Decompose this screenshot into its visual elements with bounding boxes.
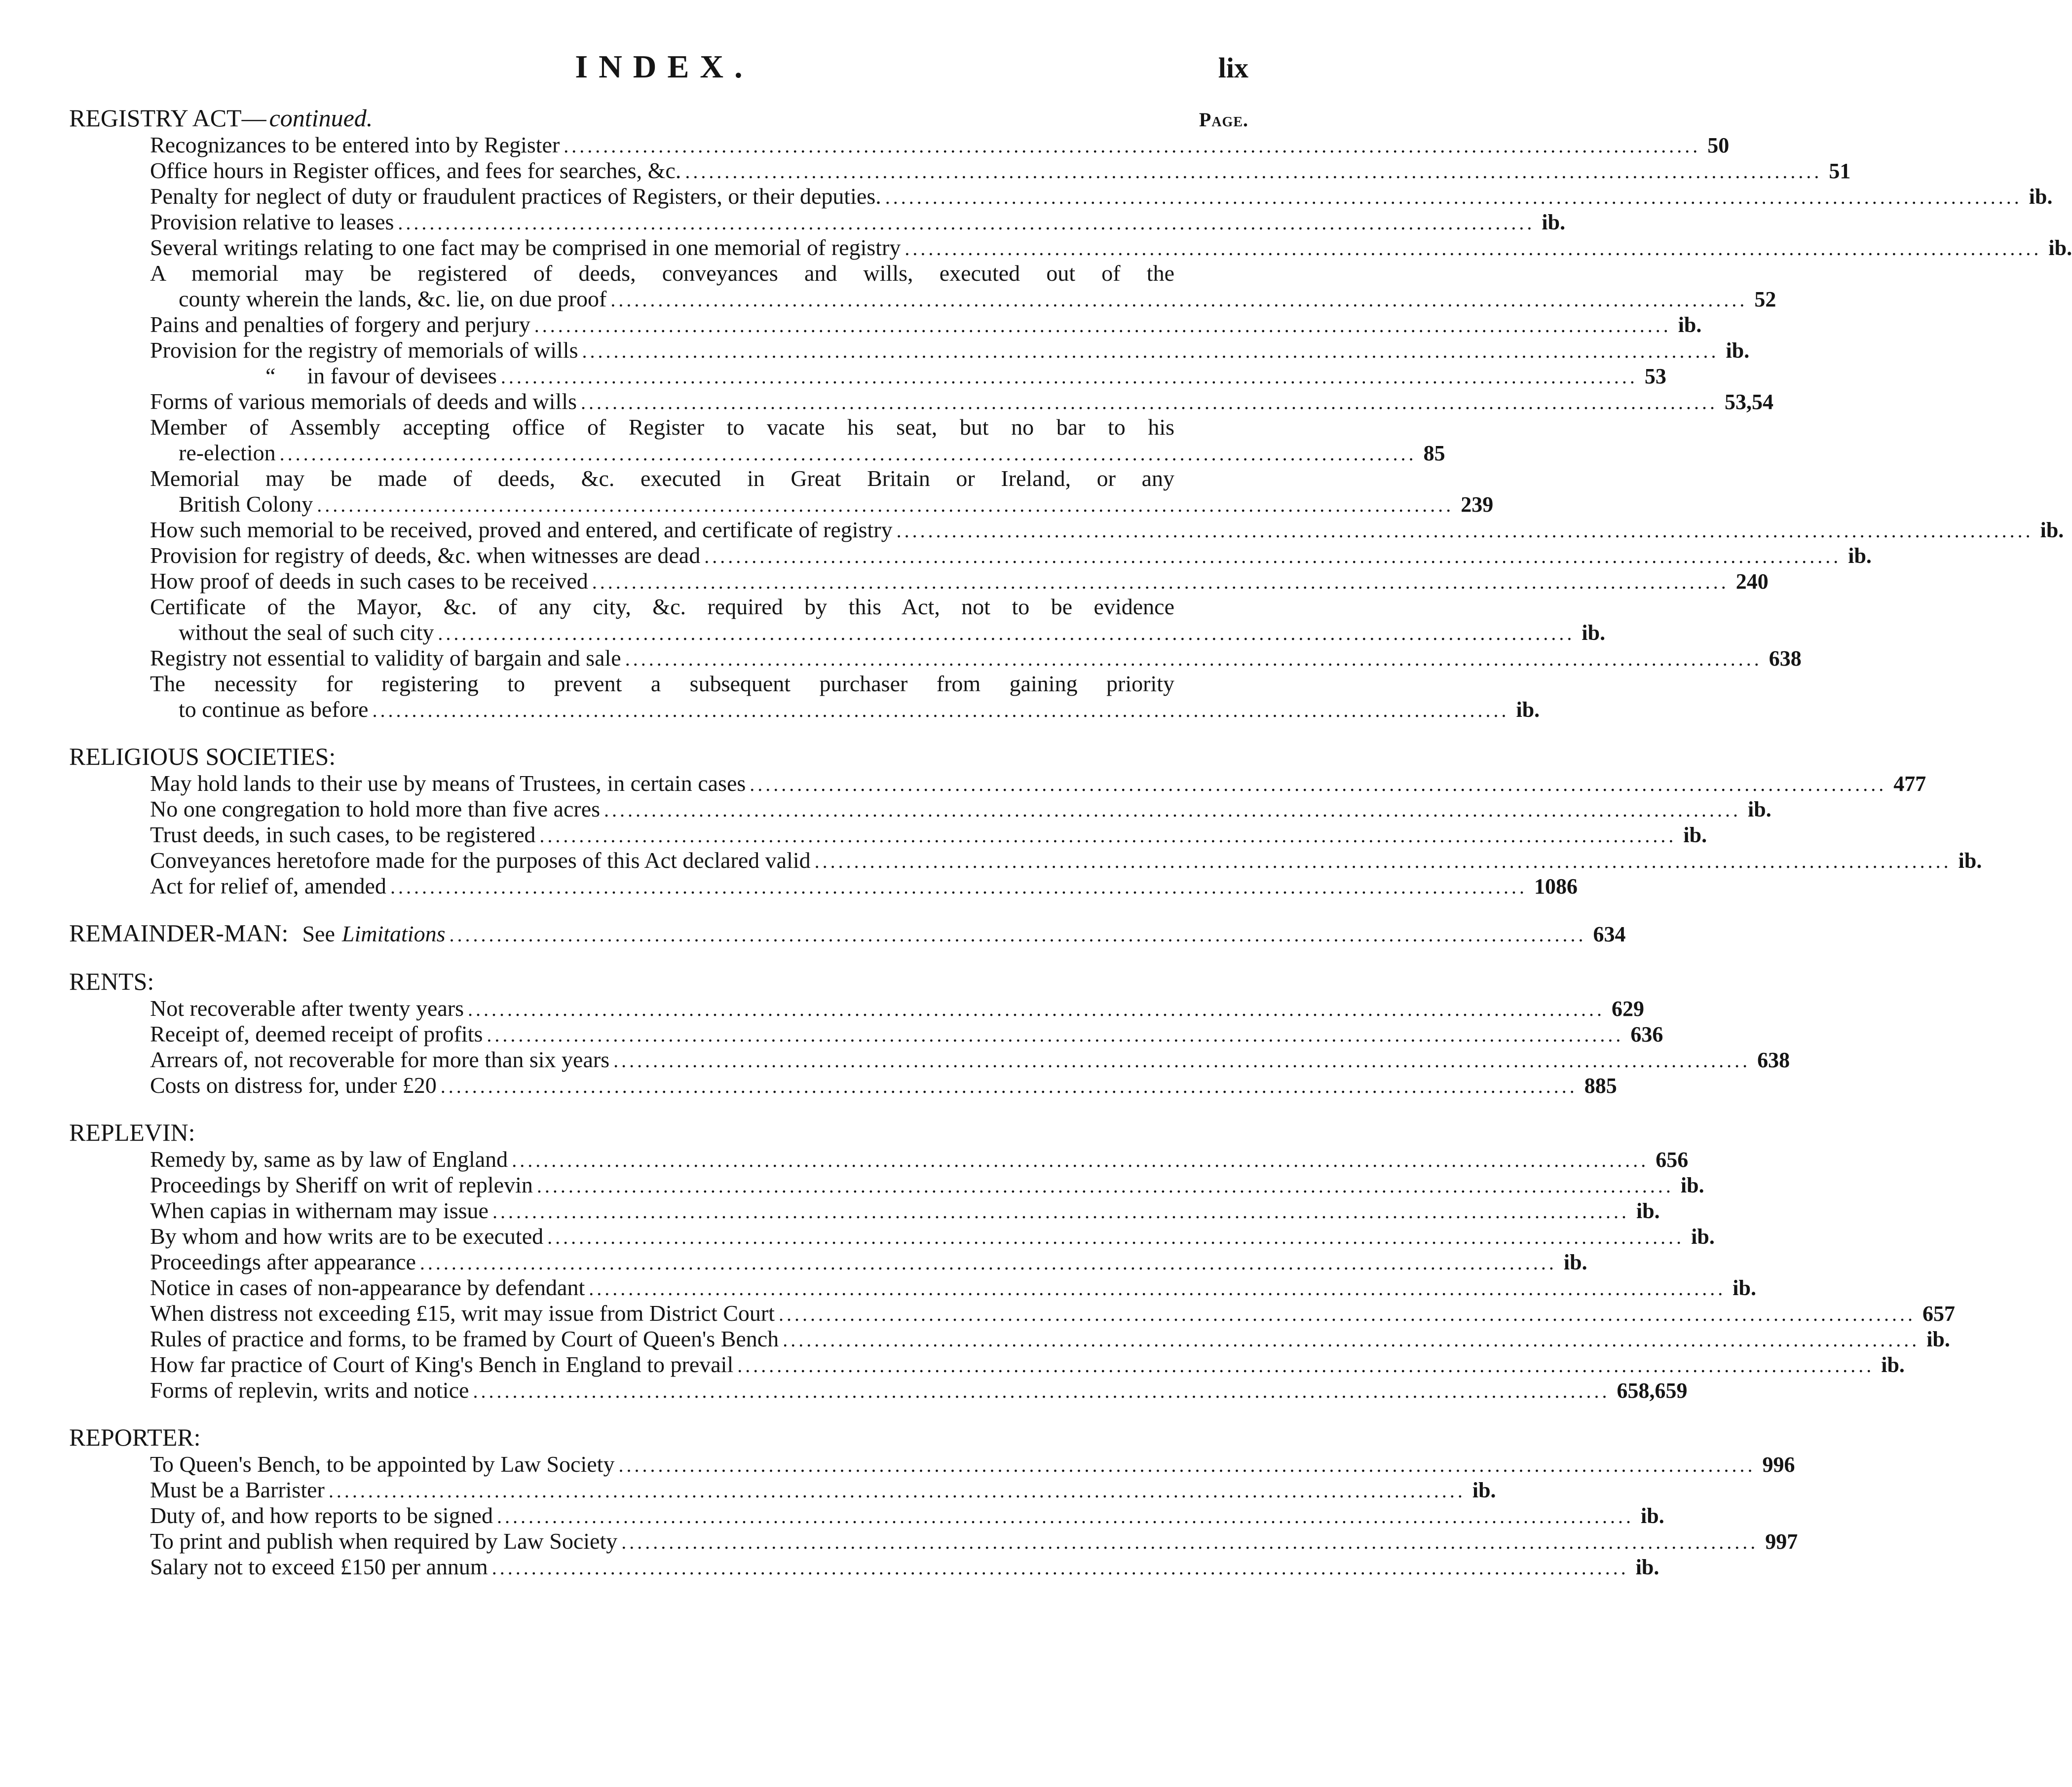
entry-text: Forms of various memorials of deeds and wills — [150, 389, 577, 414]
leader-dots: ................................................................................................................................................ — [896, 520, 2034, 542]
entry-page: ib. — [1542, 210, 1566, 234]
section-heading — [69, 104, 1248, 132]
entry-page: 638 — [1757, 1048, 1790, 1072]
entry-page: 638 — [1769, 646, 1802, 670]
leader-dots: ................................................................................................................................................ — [487, 1024, 1624, 1046]
entry-text: British Colony — [179, 491, 313, 517]
index-entry — [69, 996, 1645, 1021]
entry-text: No one congregation to hold more than five acres — [150, 796, 601, 821]
index-entry — [69, 848, 1982, 873]
entry-text: Memorial may be made of deeds, &c. executed in Great Britain or Ireland, or any — [150, 466, 1174, 491]
leader-dots: ................................................................................................................................................ — [610, 289, 1748, 311]
leader-dots: ................................................................................................................................................ — [279, 443, 1417, 465]
entry-page: ib. — [1636, 1199, 1660, 1223]
entry-page: 85 — [1423, 441, 1445, 465]
index-entry — [69, 337, 1750, 363]
leader-dots: ................................................................................................................................................ — [564, 135, 1701, 157]
leader-dots: ................................................................................................................................................ — [580, 391, 1718, 413]
index-entry — [69, 1198, 1660, 1224]
index-entry-continuation — [69, 286, 1776, 312]
entry-page: ib. — [1726, 338, 1750, 363]
leader-dots: ................................................................................................................................................ — [534, 314, 1671, 336]
entry-text: When distress not exceeding £15, writ may issue from District Court — [150, 1301, 775, 1326]
section-heading — [69, 967, 1248, 996]
entry-page: 657 — [1922, 1302, 1956, 1326]
index-entry — [69, 1477, 1496, 1503]
entry-page: ib. — [1848, 544, 1872, 568]
entry-text: Costs on distress for, under £20 — [150, 1073, 437, 1098]
entry-text: re-election — [179, 440, 276, 465]
entry-page: ib. — [1472, 1478, 1496, 1502]
entry-text: in favour of devisees — [307, 363, 497, 388]
leader-dots: ................................................................................................................................................ — [438, 622, 1575, 644]
entry-page: 54 — [1751, 390, 1773, 414]
entry-page: ib. — [1926, 1327, 1950, 1351]
leader-dots: ................................................................................................................................................ — [625, 648, 1762, 670]
entry-page: ib. — [1516, 698, 1540, 722]
page-column-header: Page. — [1199, 109, 1248, 131]
section-heading — [69, 919, 1626, 947]
entry-text: Duty of, and how reports to be signed — [150, 1503, 493, 1528]
entry-page: ib. — [1563, 1250, 1587, 1274]
entry-text: Member of Assembly accepting office of Register to vacate his seat, but no bar to his — [150, 414, 1174, 440]
page-number: lix — [1218, 52, 1248, 84]
leader-dots: ................................................................................................................................................ — [547, 1226, 1685, 1248]
entry-text: Not recoverable after twenty years — [150, 996, 464, 1021]
index-entry — [69, 1503, 1664, 1528]
entry-page: ib. — [1635, 1555, 1659, 1579]
entry-page: 50 — [1707, 133, 1730, 157]
entry-text: Pains and penalties of forgery and perjury — [150, 312, 530, 337]
entry-text: Act for relief of, amended — [150, 873, 386, 898]
index-entry — [69, 1073, 1617, 1098]
index-entry — [69, 312, 1702, 337]
ditto-mark: “ — [265, 363, 276, 388]
entry-page: ib. — [2040, 518, 2064, 542]
entry-page: ib. — [1958, 849, 1982, 873]
index-page — [69, 44, 2072, 1580]
index-entry — [69, 771, 1926, 796]
index-entry — [69, 1452, 1795, 1477]
leader-dots: ................................................................................................................................................ — [492, 1200, 1629, 1223]
entry-page: 996 — [1762, 1452, 1795, 1477]
leader-dots: ................................................................................................................................................ — [440, 1075, 1578, 1097]
leader-dots: ................................................................................................................................................ — [814, 850, 1952, 872]
entry-page: ib. — [1691, 1225, 1715, 1249]
leader-dots: ................................................................................................................................................ — [500, 366, 1638, 388]
leader-dots: ................................................................................................................................................ — [589, 1277, 1726, 1300]
entry-text: without the seal of such city — [179, 620, 434, 645]
leader-dots: ................................................................................................................................................ — [317, 494, 1454, 516]
index-entry — [69, 1224, 1715, 1249]
index-entry — [69, 235, 2072, 261]
index-entry-sub — [69, 363, 1666, 389]
section-heading — [69, 742, 1248, 771]
section-reporter — [69, 1423, 1798, 1580]
leader-dots: ................................................................................................................................................ — [473, 1380, 1610, 1402]
index-entry — [69, 873, 1578, 899]
entry-page: ib. — [1683, 823, 1707, 847]
index-entry — [69, 1172, 1704, 1198]
index-entry — [69, 1301, 1956, 1326]
entry-page: 629 — [1612, 997, 1645, 1021]
entry-page: ib. — [1582, 621, 1606, 645]
entry-page: 636 — [1630, 1022, 1663, 1046]
index-entry — [69, 261, 1248, 286]
entry-page: 477 — [1893, 772, 1926, 796]
entry-text: Conveyances heretofore made for the purposes of this Act declared valid — [150, 848, 811, 873]
entry-page: 997 — [1765, 1529, 1798, 1554]
entry-text: How far practice of Court of King's Bench in England to prevail — [150, 1352, 734, 1377]
page-title: INDEX. — [575, 49, 753, 85]
entry-text: Trust deeds, in such cases, to be registered — [150, 822, 536, 847]
leader-dots: ................................................................................................................................................ — [904, 237, 2042, 260]
index-entry — [69, 822, 1707, 848]
entry-page-first: 53, — [1724, 390, 1752, 414]
entry-page: 53 — [1644, 364, 1666, 388]
entry-text: The necessity for registering to prevent a subsequent purchaser from gaining priority — [150, 671, 1174, 696]
entry-page: ib. — [1680, 1173, 1704, 1197]
entry-page: ib. — [2029, 185, 2053, 209]
index-entry-continuation — [69, 440, 1445, 466]
index-entry — [69, 132, 1730, 158]
entry-page: 634 — [1593, 922, 1626, 946]
entry-text: How proof of deeds in such cases to be received — [150, 568, 588, 594]
leader-dots: ................................................................................................................................................ — [704, 545, 1842, 567]
entry-text: Notice in cases of non-appearance by defendant — [150, 1275, 585, 1300]
leader-dots: ................................................................................................................................................ — [468, 998, 1605, 1020]
leader-dots: ................................................................................................................................................ — [539, 824, 1677, 847]
index-entry — [69, 184, 2053, 209]
index-entry — [69, 1047, 1790, 1073]
entry-text: Provision for registry of deeds, &c. when witnesses are dead — [150, 543, 701, 568]
entry-text: Proceedings by Sheriff on writ of replevin — [150, 1172, 533, 1197]
leader-dots: ................................................................................................................................................ — [449, 924, 1586, 946]
index-entry — [69, 1147, 1689, 1172]
leader-dots: ................................................................................................................................................ — [618, 1454, 1756, 1476]
entry-text: By whom and how writs are to be executed — [150, 1224, 544, 1249]
entry-page: 656 — [1656, 1148, 1689, 1172]
section-replevin — [69, 1118, 1956, 1403]
index-entry-continuation — [69, 491, 1494, 517]
leader-dots: ................................................................................................................................................ — [592, 571, 1729, 593]
leader-dots: ................................................................................................................................................ — [604, 799, 1741, 821]
entry-text: How such memorial to be received, proved and entered, and certificate of registry — [150, 517, 893, 542]
index-entry — [69, 796, 1771, 822]
leader-dots: ................................................................................................................................................ — [750, 773, 1887, 795]
leader-dots: ................................................................................................................................................ — [621, 1531, 1759, 1553]
entry-page: ib. — [2048, 236, 2072, 260]
heading-text: REPORTER: — [69, 1423, 201, 1451]
index-entry — [69, 1021, 1663, 1047]
heading-continued: continued. — [269, 104, 373, 132]
entry-text: Recognizances to be entered into by Register — [150, 132, 560, 157]
index-entry — [69, 158, 1851, 184]
entry-page: 885 — [1584, 1074, 1617, 1098]
entry-text: Remedy by, same as by law of England — [150, 1147, 508, 1172]
index-entry — [69, 1554, 1659, 1580]
entry-text: Several writings relating to one fact may be comprised in one memorial of registry — [150, 235, 901, 260]
index-entry — [69, 594, 1248, 620]
section-remainder-man — [69, 919, 1626, 947]
entry-text: Receipt of, deemed receipt of profits — [150, 1021, 483, 1046]
index-entry — [69, 645, 1802, 671]
entry-text: To print and publish when required by Law Society — [150, 1528, 618, 1554]
entry-page: 1086 — [1534, 874, 1578, 898]
entry-page: ib. — [1881, 1353, 1905, 1377]
index-entry — [69, 543, 1872, 568]
index-entry — [69, 389, 1773, 414]
heading-text: REMAINDER-MAN: — [69, 919, 289, 947]
entry-text: A memorial may be registered of deeds, conveyances and wills, executed out of the — [150, 261, 1174, 286]
index-entry — [69, 414, 1248, 440]
entry-page: ib. — [1748, 797, 1771, 821]
entry-text: Rules of practice and forms, to be framed by Court of Queen's Bench — [150, 1326, 779, 1351]
leader-dots: ................................................................................................................................................ — [885, 186, 2022, 208]
index-entry — [69, 1326, 1950, 1352]
entry-text: Forms of replevin, writs and notice — [150, 1377, 469, 1403]
leader-dots: ................................................................................................................................................ — [328, 1480, 1466, 1502]
section-religious-societies — [69, 742, 1982, 899]
entry-text: Provision relative to leases — [150, 209, 394, 234]
section-heading — [69, 1118, 1248, 1147]
entry-page: ib. — [1733, 1276, 1756, 1300]
leader-dots: ................................................................................................................................................ — [536, 1175, 1674, 1197]
entry-text: Penalty for neglect of duty or fraudulent practices of Registers, or their deputies. — [150, 184, 881, 209]
index-entry — [69, 209, 1566, 235]
entry-text: Salary not to exceed £150 per annum — [150, 1554, 488, 1579]
index-entry — [69, 568, 1769, 594]
entry-text: Provision for the registry of memorials of wills — [150, 337, 578, 363]
index-entry — [69, 1377, 1688, 1403]
entry-text: to continue as before — [179, 697, 369, 722]
leader-dots: ................................................................................................................................................ — [398, 212, 1535, 234]
see-label: See — [302, 921, 335, 946]
index-entry — [69, 1249, 1587, 1275]
leader-dots: ................................................................................................................................................ — [512, 1149, 1649, 1171]
entry-text: Arrears of, not recoverable for more than six years — [150, 1047, 610, 1072]
leader-dots: ................................................................................................................................................ — [419, 1252, 1557, 1274]
entry-page: ib. — [1641, 1504, 1664, 1528]
index-entry — [69, 466, 1248, 491]
entry-page: 240 — [1735, 569, 1769, 594]
leader-dots: ................................................................................................................................................ — [779, 1303, 1916, 1325]
page-header — [69, 44, 1248, 104]
entry-text: May hold lands to their use by means of Trustees, in certain cases — [150, 771, 746, 796]
leader-dots: ................................................................................................................................................ — [685, 160, 1822, 183]
index-entry — [69, 1528, 1798, 1554]
index-entry — [69, 1352, 1905, 1377]
entry-page: ib. — [1678, 313, 1702, 337]
entry-page-first: 658, — [1617, 1378, 1655, 1403]
entry-text: Office hours in Register offices, and fees for searches, &c. — [150, 158, 681, 183]
section-registry-act — [69, 104, 2072, 722]
index-entry — [69, 1275, 1756, 1301]
entry-text: Must be a Barrister — [150, 1477, 325, 1502]
entry-text: Certificate of the Mayor, &c. of any city, &c. required by this Act, not to be evidence — [150, 594, 1174, 619]
leader-dots: ................................................................................................................................................ — [372, 699, 1509, 721]
entry-page: 51 — [1829, 159, 1851, 183]
entry-text: Proceedings after appearance — [150, 1249, 416, 1274]
index-entry-continuation — [69, 697, 1540, 722]
entry-page: 659 — [1655, 1378, 1688, 1403]
heading-text: RENTS: — [69, 968, 154, 995]
index-entry-continuation — [69, 620, 1606, 645]
leader-dots: ................................................................................................................................................ — [390, 876, 1527, 898]
see-reference: Limitations — [341, 921, 446, 946]
entry-page: 52 — [1754, 287, 1776, 311]
section-heading — [69, 1423, 1248, 1452]
section-rents — [69, 967, 1790, 1098]
entry-text: To Queen's Bench, to be appointed by Law Society — [150, 1452, 615, 1477]
heading-text: RELIGIOUS SOCIETIES: — [69, 743, 336, 770]
leader-dots: ................................................................................................................................................ — [783, 1329, 1920, 1351]
index-entry — [69, 671, 1248, 697]
entry-text: county wherein the lands, &c. lie, on due proof — [179, 286, 607, 311]
leader-dots: ................................................................................................................................................ — [582, 340, 1719, 362]
index-entry — [69, 517, 2064, 543]
leader-dots: ................................................................................................................................................ — [491, 1557, 1629, 1579]
entry-text: Registry not essential to validity of bargain and sale — [150, 645, 621, 670]
leader-dots: ................................................................................................................................................ — [737, 1354, 1875, 1377]
leader-dots: ................................................................................................................................................ — [497, 1505, 1634, 1527]
entry-text: When capias in withernam may issue — [150, 1198, 489, 1223]
leader-dots: ................................................................................................................................................ — [613, 1049, 1751, 1072]
entry-page: 239 — [1461, 492, 1494, 517]
heading-text: REPLEVIN: — [69, 1118, 195, 1146]
heading-text: REGISTRY ACT— — [69, 104, 266, 132]
